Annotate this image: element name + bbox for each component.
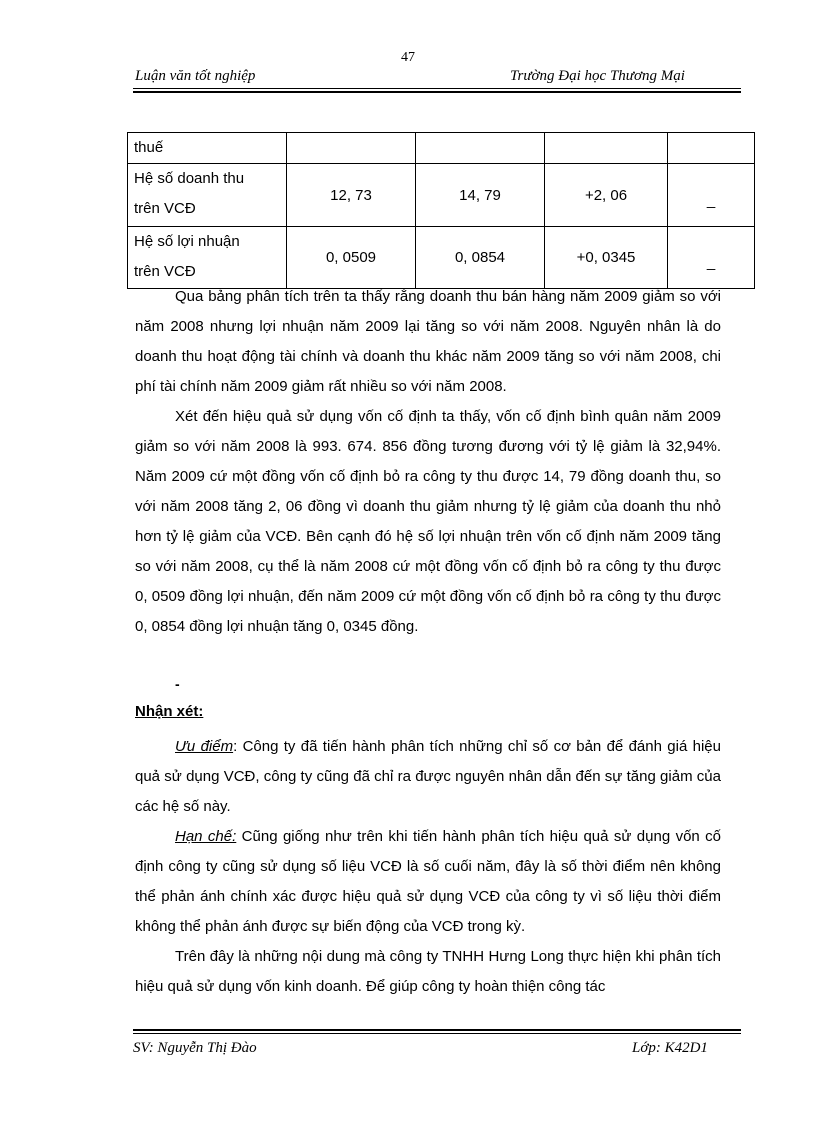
label-line: trên VCĐ [134,263,196,280]
limitations-label: Hạn chế: [175,828,237,845]
bullet-dash: - [175,676,180,692]
section-heading: Nhận xét: [135,703,204,720]
label-line: Hệ số doanh thu [134,170,245,187]
table-cell: 0, 0509 [287,227,416,289]
table-row [128,227,755,289]
paragraph: Trên đây là những nội dung mà công ty TNHH Hưng Long thực hiện khi phân tích hiệu quả sử dụng vốn kinh doanh. Để giúp công ty hoàn thiện công tác [135,948,721,995]
footer-student-name: SV: Nguyễn Thị Đào [133,1040,257,1056]
table-row [128,164,755,227]
footer-rule-thin [133,1033,741,1034]
remarks-paragraphs [135,732,721,1002]
table-cell: +2, 06 [545,164,668,227]
table-cell [416,133,545,164]
table-cell [545,133,668,164]
dash-mark: _ [706,191,716,209]
label-line: Hệ số lợi nhuận [134,233,240,250]
table-cell [668,227,755,289]
paragraph: Xét đến hiệu quả sử dụng vốn cố định ta thấy, vốn cố định bình quân năm 2009 giảm so với năm 2008 là 993. 674. 856 đồng tương đương với tỷ lệ giảm là 32,94%. Năm 2009 cứ một đồng vốn cố định bỏ ra công ty thu được 14, 79 đồng doanh thu, so với năm 2008 tăng 2, 06 đồng vì doanh thu giảm nhưng tỷ lệ giảm của doanh thu nhỏ hơn tỷ lệ giảm của VCĐ. Bên cạnh đó hệ số lợi nhuận trên vốn cố định năm 2009 tăng so với năm 2008, cụ thể là năm 2008 cứ một đồng vốn cố định bỏ ra công ty thu được 0, 0509 đồng lợi nhuận, đến năm 2009 cứ một đồng vốn cố định bỏ ra công ty thu được 0, 0854 đồng lợi nhuận tăng 0, 0345 đồng. [135,408,721,635]
ratio-table [127,132,755,289]
header-rule-thin [133,88,741,89]
label-line: trên VCĐ [134,200,196,217]
table-cell-label: thuế [128,133,287,164]
table-cell: 12, 73 [287,164,416,227]
table-row [128,133,755,164]
paragraph: Qua bảng phân tích trên ta thấy rằng doanh thu bán hàng năm 2009 giảm so với năm 2008 nhưng lợi nhuận năm 2009 lại tăng so với năm 2008. Nguyên nhân là do doanh thu hoạt động tài chính và doanh thu khác năm 2009 tăng so với năm 2008, chi phí tài chính năm 2009 giảm rất nhiều so với năm 2008. [135,288,721,395]
footer-rule-thick [133,1029,741,1031]
header-thesis-label: Luận văn tốt nghiệp [135,68,256,84]
paragraph-advantages [135,732,721,822]
header-rule-thick [133,91,741,93]
table-cell [287,133,416,164]
advantages-label: Ưu điểm [175,738,234,755]
table-cell [668,133,755,164]
table-cell-label [128,164,287,227]
limitations-text: Cũng giống như trên khi tiến hành phân tích hiệu quả sử dụng vốn cố định công ty cũng sử dụng số liệu VCĐ là số cuối năm, đây là số thời điểm nên không thể phản ánh chính xác được hiệu quả sử dụng VCĐ của công ty vì số liệu thời điểm không thể phản ánh được sự biến động của VCĐ trong kỳ. [135,828,721,935]
table-cell: +0, 0345 [545,227,668,289]
paragraph-limitations [135,822,721,942]
table-cell-label [128,227,287,289]
header-university-label: Trường Đại học Thương Mại [510,68,685,84]
table-cell: 14, 79 [416,164,545,227]
dash-mark: _ [706,254,716,271]
advantages-text: : Công ty đã tiến hành phân tích những chỉ số cơ bản để đánh giá hiệu quả sử dụng VCĐ, công ty cũng đã chỉ ra được nguyên nhân dẫn đến sự tăng giảm của các hệ số này. [135,738,721,815]
table-cell: 0, 0854 [416,227,545,289]
footer-class: Lớp: K42D1 [632,1040,708,1056]
table-cell [668,164,755,227]
analysis-paragraphs [135,282,721,642]
page-number: 47 [401,50,415,65]
